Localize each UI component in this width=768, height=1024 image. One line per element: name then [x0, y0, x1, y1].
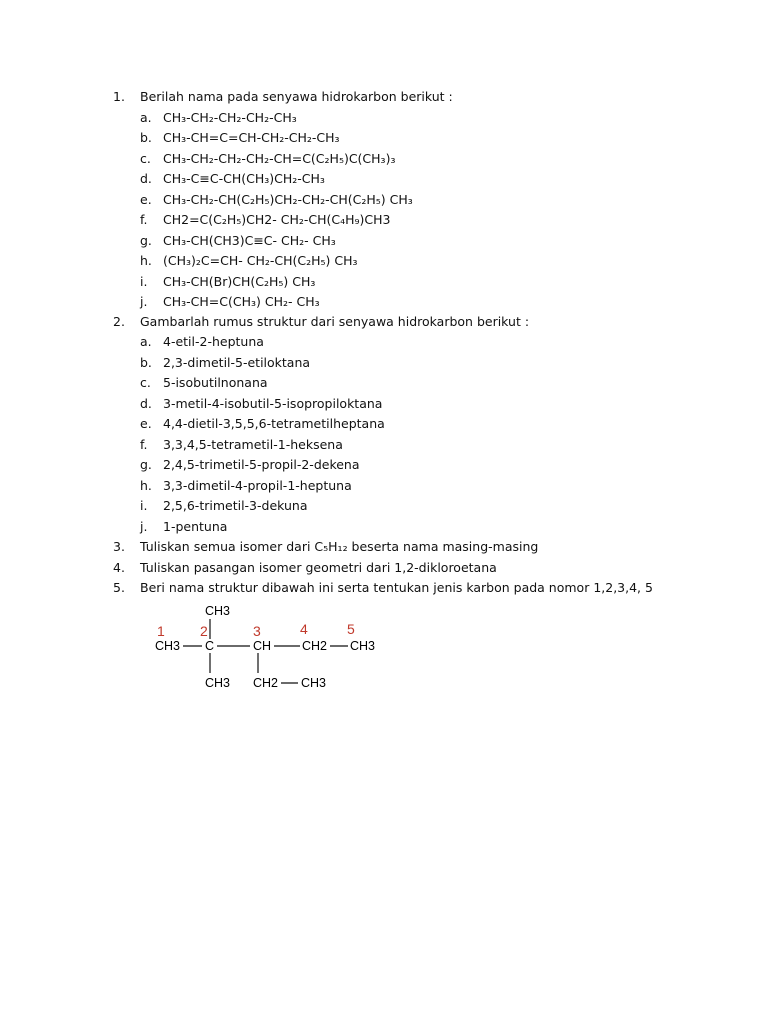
q1-item-text: CH₃-CH=C(CH₃) CH₂- CH₃	[163, 294, 320, 309]
q2-item-letter: d.	[140, 396, 152, 411]
q2-item-letter: b.	[140, 355, 152, 370]
q1-item-text: CH2=C(C₂H₅)CH2- CH₂-CH(C₄H₉)CH3	[163, 212, 391, 227]
q2-item-letter: e.	[140, 416, 152, 431]
q1-item-text: CH₃-CH(Br)CH(C₂H₅) CH₃	[163, 274, 316, 289]
q2-item-letter: f.	[140, 437, 148, 452]
q2-item-letter: j.	[140, 519, 148, 534]
q2-item-text: 5-isobutilnonana	[163, 375, 268, 390]
q1-item-text: CH₃-C≡C-CH(CH₃)CH₂-CH₃	[163, 171, 325, 186]
q2-item-text: 2,5,6-trimetil-3-dekuna	[163, 498, 308, 513]
q1-item-letter: c.	[140, 151, 151, 166]
q2-item-text: 2,4,5-trimetil-5-propil-2-dekena	[163, 457, 360, 472]
q1-item-letter: g.	[140, 233, 152, 248]
q4-number: 4.	[113, 560, 125, 575]
q1-item-letter: d.	[140, 171, 152, 186]
q2-text: Gambarlah rumus struktur dari senyawa hidrokarbon berikut :	[140, 314, 530, 329]
carbon-number-1: 1	[157, 623, 165, 639]
q2-item-text: 2,3-dimetil-5-etiloktana	[163, 355, 311, 370]
q2-item-letter: h.	[140, 478, 152, 493]
q2-item-letter: c.	[140, 375, 151, 390]
q3-number: 3.	[113, 539, 125, 554]
chain-c1: CH3	[155, 639, 181, 653]
q2-item-letter: g.	[140, 457, 152, 472]
q1-item-letter: h.	[140, 253, 152, 268]
q4-text: Tuliskan pasangan isomer geometri dari 1,2-dikloroetana	[140, 560, 497, 575]
c3-ethyl-ch2: CH2	[253, 676, 279, 690]
q1-item-text: CH₃-CH₂-CH₂-CH₂-CH₃	[163, 110, 297, 125]
chain-c3: CH	[253, 639, 272, 653]
q1-item-text: CH₃-CH=C=CH-CH₂-CH₂-CH₃	[163, 130, 340, 145]
q1-item-text: (CH₃)₂C=CH- CH₂-CH(C₂H₅) CH₃	[163, 253, 358, 268]
q1-item-letter: e.	[140, 192, 152, 207]
q1-item-letter: a.	[140, 110, 152, 125]
q1-number: 1.	[113, 89, 125, 104]
q3-text: Tuliskan semua isomer dari C₅H₁₂ beserta nama masing-masing	[140, 539, 539, 554]
carbon-number-4: 4	[300, 621, 308, 637]
q2-item-text: 1-pentuna	[163, 519, 228, 534]
q1-item-letter: j.	[140, 294, 148, 309]
chain-c4: CH2	[302, 639, 328, 653]
chain-c5: CH3	[350, 639, 376, 653]
c2-top-methyl: CH3	[205, 604, 231, 618]
q1-item-text: CH₃-CH(CH3)C≡C- CH₂- CH₃	[163, 233, 336, 248]
c2-bottom-methyl: CH3	[205, 676, 231, 690]
q2-item-text: 3,3,4,5-tetrametil-1-heksena	[163, 437, 343, 452]
c3-ethyl-ch3: CH3	[301, 676, 327, 690]
structural-formula	[150, 598, 390, 698]
q2-item-text: 3-metil-4-isobutil-5-isopropiloktana	[163, 396, 383, 411]
q2-item-text: 4-etil-2-heptuna	[163, 334, 264, 349]
q1-item-text: CH₃-CH₂-CH(C₂H₅)CH₂-CH₂-CH(C₂H₅) CH₃	[163, 192, 413, 207]
q1-item-letter: b.	[140, 130, 152, 145]
q2-number: 2.	[113, 314, 125, 329]
q1-item-letter: i.	[140, 274, 148, 289]
q2-item-letter: a.	[140, 334, 152, 349]
q2-item-text: 3,3-dimetil-4-propil-1-heptuna	[163, 478, 352, 493]
q1-text: Berilah nama pada senyawa hidrokarbon berikut :	[140, 89, 453, 104]
q5-number: 5.	[113, 580, 125, 595]
carbon-number-3: 3	[253, 623, 261, 639]
carbon-number-5: 5	[347, 621, 355, 637]
q1-item-text: CH₃-CH₂-CH₂-CH₂-CH=C(C₂H₅)C(CH₃)₃	[163, 151, 396, 166]
q5-text: Beri nama struktur dibawah ini serta tentukan jenis karbon pada nomor 1,2,3,4, 5	[140, 580, 653, 595]
chain-c2: C	[205, 639, 215, 653]
q2-item-letter: i.	[140, 498, 148, 513]
q2-item-text: 4,4-dietil-3,5,5,6-tetrametilheptana	[163, 416, 385, 431]
carbon-number-2: 2	[200, 623, 208, 639]
q1-item-letter: f.	[140, 212, 148, 227]
